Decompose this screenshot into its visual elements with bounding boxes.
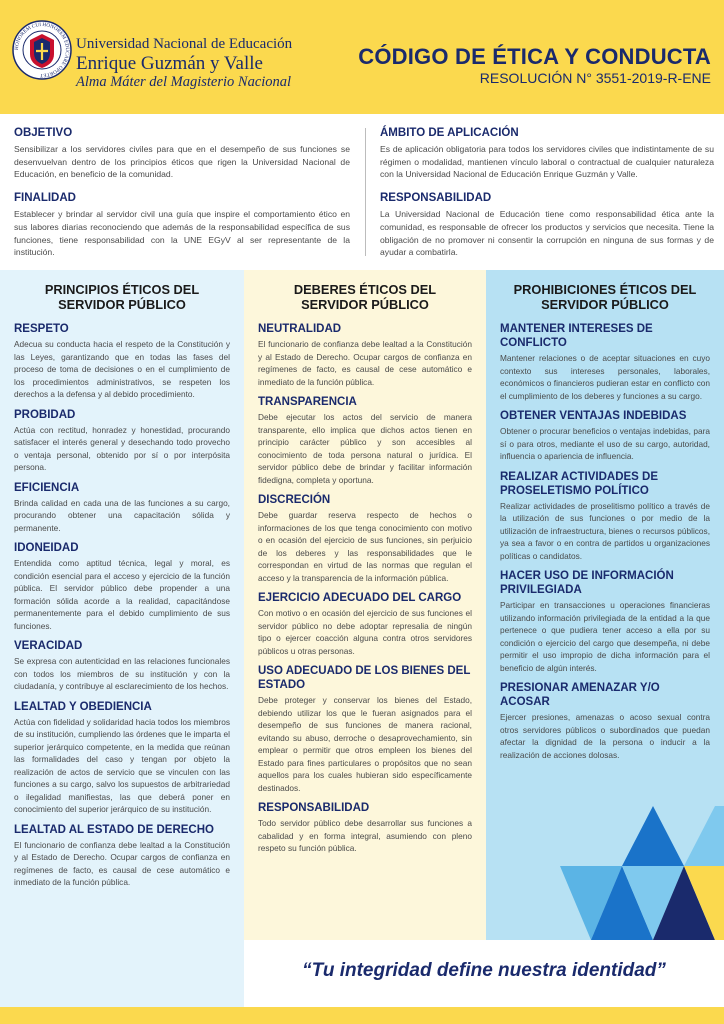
principio-heading: VERACIDAD (14, 640, 83, 652)
deber-text: Con motivo o en ocasión del ejercicio de sus funciones el servidor público no debe adoptar represalia de ningún tipo o ejercer coacción alguna contra otros servidores públicos u otras personas. (258, 608, 472, 656)
decorative-triangles (560, 806, 724, 940)
university-name (76, 36, 292, 91)
responsabilidad-text: La Universidad Nacional de Educación tiene como responsabilidad ética ante la comunidad, es responsable de ofrecer los productos y servicios que necesita. Tiene la obligación de no promover ni consentir la corrupción en ninguna de sus formas y de ayudar a combatirla. (380, 209, 714, 258)
deber-heading: NEUTRALIDAD (258, 323, 342, 335)
principio-heading: PROBIDAD (14, 408, 76, 421)
deber-text: Debe ejecutar los actos del servicio de manera transparente, ello implica que dichos actos tienen en principio carácter público y son accesibles al conocimiento de toda persona natural o jurídica. El servidor público debe de brindar y facilitar información fidedigna, completa y oportuna. (258, 412, 472, 485)
deberes-column (244, 270, 486, 1007)
principio-heading: IDONEIDAD (14, 542, 79, 554)
prohibicion-item (500, 569, 710, 674)
university-name-line2: Enrique Guzmán y Valle (76, 53, 263, 74)
principio-item (14, 322, 230, 401)
deber-text: Debe proteger y conservar los bienes del Estado, debiendo utilizar los que le fueran asignados para el desempeño de sus funciones de manera racional, evitando su abuso, derroche o desaprovechamiento, sin emplear o permitir que otros empleen los bienes del Estado para fines particulares o propósitos que no sean aquellos para los cuales hubieran sido específicamente destinados. (258, 695, 472, 793)
principio-text: Se expresa con autenticidad en las relaciones funcionales con todos los miembros de su institución y con la ciudadanía, y contribuye al esclarecimiento de los hechos. (14, 656, 230, 691)
header-band (0, 0, 724, 114)
prohibicion-heading: PRESIONAR AMENAZAR Y/O ACOSAR (500, 682, 660, 708)
prohibicion-text: Mantener relaciones o de aceptar situaciones en cuyo contexto sus intereses personales, laborales, económicos o financieros pudieran estar en conflicto con el cumplimiento de los deberes y funciones a su cargo. (500, 353, 710, 401)
principio-text: Adecua su conducta hacia el respeto de la Constitución y las Leyes, garantizando que en todas las fases del proceso de toma de decisiones o en el cumplimiento de los procedimientos administrativos, se respeten los derechos a la defensa y al debido procedimiento. (14, 339, 230, 399)
prohibicion-item (500, 409, 710, 463)
principio-text: Actúa con fidelidad y solidaridad hacia todos los miembros de su institución, cumpliendo las órdenes que le imparta el superior jerárquico competente, en la medida que reúnan las formalidades del caso y tengan por objeto la realización de actos de servicio que se vinculen con las funciones a su cargo, salvo los supuestos de arbitrariedad o ilegalidad manifiestas, las que deberá poner en conocimiento del superior jerárquico de su institución. (14, 716, 230, 814)
deber-heading: TRANSPARENCIA (258, 396, 357, 408)
prohibicion-heading: REALIZAR ACTIVIDADES DE PROSELETISMO POLÍTICO (500, 470, 659, 497)
university-name-line1: Universidad Nacional de Educación (76, 36, 293, 52)
intro-right-column (380, 126, 714, 269)
prohibicion-heading: MANTENER INTERESES DE CONFLICTO (500, 323, 653, 349)
deber-item (258, 801, 472, 855)
slogan-quote: “Tu integridad define nuestra identidad” (302, 960, 666, 981)
prohibicion-item (500, 470, 710, 563)
principio-item (14, 823, 230, 889)
prohibicion-item (500, 681, 710, 761)
principio-text: Brinda calidad en cada una de las funciones a su cargo, procurando obtener una capacitación sólida y permanente. (14, 497, 230, 533)
intro-section (0, 114, 724, 270)
principio-heading: LEALTAD Y OBEDIENCIA (14, 700, 152, 713)
deber-heading: EJERCICIO ADECUADO DEL CARGO (258, 592, 462, 604)
finalidad-text: Establecer y brindar al servidor civil una guía que inspire el comportamiento ético en sus labores diarias reconociendo que además de la responsabilidad específica de sus funciones, tiene responsabilidad con la UNE EGyV al ser representante de la institución. (14, 209, 350, 258)
principio-text: El funcionario de confianza debe lealtad a la Constitución y al Estado de Derecho. Ocupar cargos de confianza en regímenes de facto, es causal de cese automático e inmediato de la función pública. (14, 839, 230, 887)
principio-item (14, 639, 230, 693)
principio-text: Actúa con rectitud, honradez y honestidad, procurando satisfacer el interés general y desechando todo provecho o ventaja personal, obtenido por sí o por interpósita persona. (14, 424, 230, 472)
prohibicion-text: Obtener o procurar beneficios o ventajas indebidas, para sí o para otros, mediante el uso de su cargo, autoridad, influencia o apariencia de influencia. (500, 426, 710, 461)
deber-text: El funcionario de confianza debe lealtad a la Constitución y al Estado de Derecho. Ocupar cargos de confianza en regímenes de facto, es causal de cese automático e inmediato de la función pública. (258, 339, 472, 387)
intro-left-column (14, 126, 350, 269)
deberes-title: DEBERES ÉTICOS DEL SERVIDOR PÚBLICO (293, 282, 437, 312)
prohibicion-text: Ejercer presiones, amenazas o acoso sexual contra otros servidores públicos o subordinados que puedan afectar la dignidad de la persona o inducir a la realización de acciones dolosas. (500, 712, 710, 760)
prohibicion-heading: HACER USO DE INFORMACIÓN PRIVILEGIADA (500, 570, 674, 596)
principio-text: Entendida como aptitud técnica, legal y moral, es condición esencial para el acceso y ejercicio de la función pública. El servidor público debe propender a una formación sólida acorde a la realidad, capacitándose permanentemente para el debido cumplimiento de sus funciones. (14, 558, 230, 631)
principio-heading: RESPETO (14, 323, 69, 335)
principios-column (0, 270, 244, 1007)
principio-heading: EFICIENCIA (14, 481, 80, 494)
prohibiciones-title: PROHIBICIONES ÉTICOS DEL SERVIDOR PÚBLICO (513, 282, 697, 312)
principio-item (14, 541, 230, 632)
deber-item (258, 664, 472, 794)
ambito-heading: ÁMBITO DE APLICACIÓN (380, 127, 519, 139)
resolution-number: RESOLUCIÓN N° 3551-2019-R-ENE (479, 70, 711, 86)
deber-heading: DISCRECIÓN (258, 494, 331, 506)
university-motto: Alma Máter del Magisterio Nacional (76, 74, 292, 90)
deber-text: Debe guardar reserva respecto de hechos o informaciones de los que tenga conocimiento con motivo o en ocasión del ejercicio de sus funciones, sin perjuicio de los deberes y las responsabilidades que le correspondan en virtud de las normas que regulan el acceso y la transparencia de la información pública. (258, 510, 472, 583)
principios-title: PRINCIPIOS ÉTICOS DEL SERVIDOR PÚBLICO (44, 282, 200, 312)
principio-heading: LEALTAD AL ESTADO DE DERECHO (14, 823, 214, 836)
deber-item (258, 395, 472, 486)
deber-heading: USO ADECUADO DE LOS BIENES DEL ESTADO (258, 665, 471, 691)
responsabilidad-heading: RESPONSABILIDAD (380, 192, 492, 205)
principio-item (14, 481, 230, 535)
bottom-bar (0, 1007, 724, 1024)
finalidad-heading: FINALIDAD (14, 192, 76, 205)
prohibicion-text: Participar en transacciones u operaciones financieras utilizando información privilegiada de la entidad a la que pertenece o que pudiera tener acceso a ella por su condición o ejercicio del cargo que desempeña, ni debe permitir el uso impropio de dicha información para el beneficio de algún interés. (500, 600, 710, 673)
document-title: CÓDIGO DE ÉTICA Y CONDUCTA (358, 44, 711, 69)
principio-item (14, 700, 230, 816)
deber-heading: RESPONSABILIDAD (258, 802, 370, 814)
prohibicion-item (500, 322, 710, 402)
university-seal-logo (12, 20, 72, 80)
objetivo-text: Sensibilizar a los servidores civiles para que en el desempeño de sus funciones se desenvuelvan dentro de los principios éticos que rigen la Universidad Nacional de Educación, en beneficio de la comunidad. (14, 144, 350, 180)
deber-item (258, 322, 472, 388)
prohibicion-heading: OBTENER VENTAJAS INDEBIDAS (500, 410, 687, 422)
prohibicion-text: Realizar actividades de proselitismo político a través de la utilización de sus funciones o por medio de la utilización de infraestructura, bienes o recursos públicos, ya sea a favor o en contra de partidos u organizaciones políticas o candidatos. (500, 500, 710, 561)
deber-item (258, 591, 472, 657)
principio-item (14, 408, 230, 474)
ambito-text: Es de aplicación obligatoria para todos los servidores civiles que indistintamente de su régimen o modalidad, mantienen vínculo laboral o contractual de cualquier naturaleza con la Universidad Nacional de Educación Enrique Guzmán y Valle. (380, 144, 714, 180)
intro-divider (365, 128, 366, 256)
deber-text: Todo servidor público debe desarrollar sus funciones a cabalidad y en forma integral, asumiendo con pleno respeto su función pública. (258, 818, 472, 853)
svg-text:HONOREM CUI HONOREM EDUCARE OP: HONOREM CUI HONOREM EDUCARE OPORTET (13, 21, 71, 79)
quote-band (244, 940, 724, 1007)
deber-item (258, 493, 472, 584)
document-title-block (358, 44, 711, 87)
objetivo-heading: OBJETIVO (14, 127, 73, 139)
